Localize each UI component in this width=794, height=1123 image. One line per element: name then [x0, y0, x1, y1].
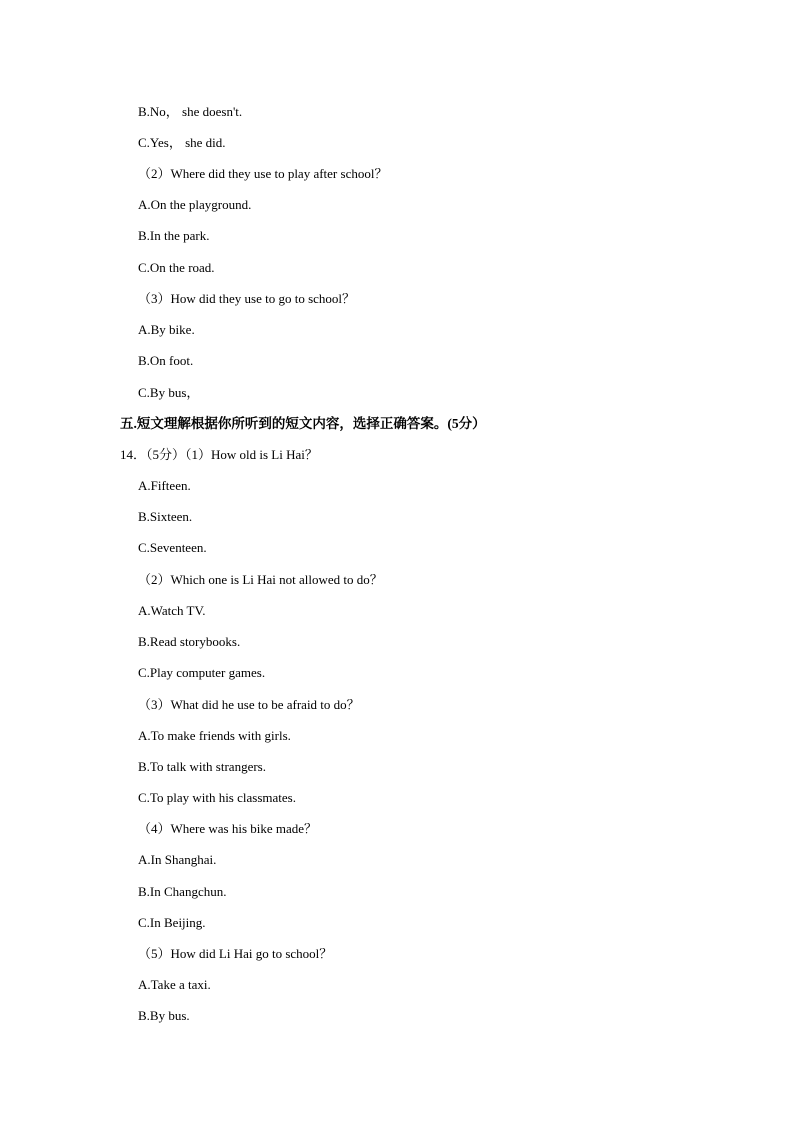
- option-a: A.By bike.: [138, 322, 195, 337]
- option-c: C.To play with his classmates.: [138, 790, 296, 805]
- option-c: C.By bus，: [138, 385, 200, 400]
- option-c: C.Seventeen.: [138, 540, 207, 555]
- option-b: B.In the park.: [138, 228, 210, 243]
- question-13-2: （2）Where did they use to play after school？: [138, 166, 388, 181]
- question-14-5: （5）How did Li Hai go to school？: [138, 946, 333, 961]
- option-b: B.To talk with strangers.: [138, 759, 266, 774]
- option-c-previous: C.Yes， she did.: [138, 135, 226, 150]
- option-c: C.Play computer games.: [138, 665, 266, 680]
- option-a: A.Watch TV.: [138, 603, 206, 618]
- option-a: A.To make friends with girls.: [138, 728, 291, 743]
- option-a: A.Take a taxi.: [138, 977, 211, 992]
- question-14-4: （4）Where was his bike made？: [138, 821, 318, 836]
- question-13-3: （3）How did they use to go to school？: [138, 291, 356, 306]
- option-a: A.In Shanghai.: [138, 852, 217, 867]
- question-14-1: 14．（5分）（1）How old is Li Hai？: [120, 447, 318, 462]
- option-c: C.On the road.: [138, 260, 215, 275]
- option-b: B.In Changchun.: [138, 884, 227, 899]
- option-b: B.Read storybooks.: [138, 634, 241, 649]
- section-heading: 五.短文理解根据你所听到的短文内容，选择正确答案。(5分）: [120, 416, 486, 431]
- question-14-3: （3）What did he use to be afraid to do？: [138, 697, 360, 712]
- option-b: B.By bus.: [138, 1008, 190, 1023]
- option-a: A.Fifteen.: [138, 478, 191, 493]
- question-14-2: （2）Which one is Li Hai not allowed to do？: [138, 572, 383, 587]
- option-a: A.On the playground.: [138, 197, 252, 212]
- option-b: B.On foot.: [138, 353, 194, 368]
- option-b: B.Sixteen.: [138, 509, 193, 524]
- option-c: C.In Beijing.: [138, 915, 206, 930]
- option-b-previous: B.No， she doesn't.: [138, 104, 243, 119]
